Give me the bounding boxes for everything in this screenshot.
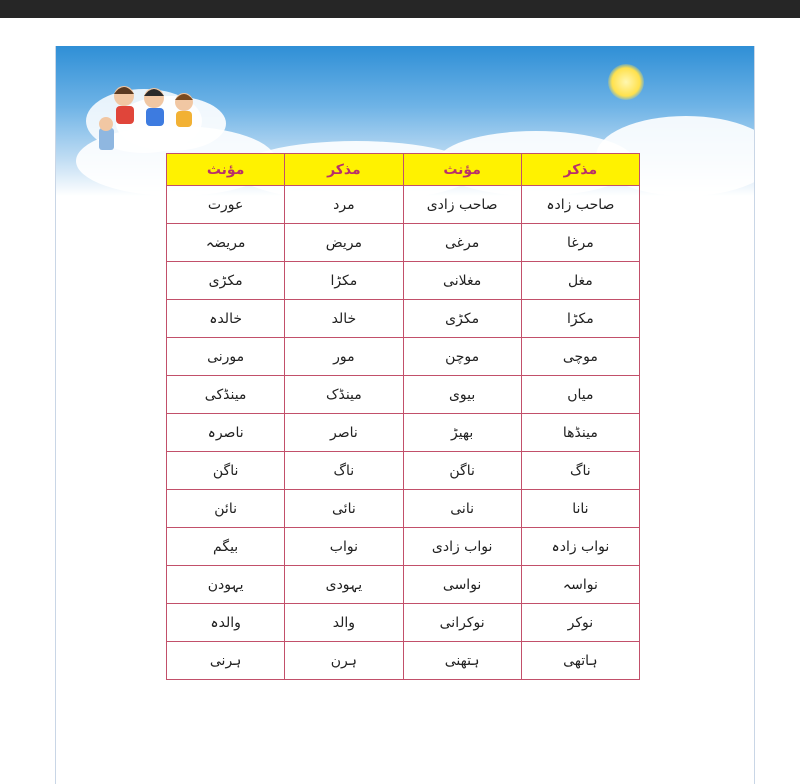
table-row <box>167 604 640 642</box>
table-cell: مرغی <box>403 224 521 262</box>
table-cell: مینڈھا <box>521 414 639 452</box>
table-cell: ناگ <box>285 452 403 490</box>
table-cell: نائن <box>167 490 285 528</box>
table-cell: ناگن <box>403 452 521 490</box>
table-cell: مینڈک <box>285 376 403 414</box>
table-cell: مور <box>285 338 403 376</box>
table-cell: نائی <box>285 490 403 528</box>
header-masculine: مذکر <box>285 154 403 186</box>
table-cell: نواب زادہ <box>521 528 639 566</box>
table-cell: نواب زادی <box>403 528 521 566</box>
top-bar <box>0 0 800 18</box>
sun-icon <box>608 64 644 100</box>
table-cell: بیوی <box>403 376 521 414</box>
table-row <box>167 376 640 414</box>
table-cell: نواسہ <box>521 566 639 604</box>
table-cell: نانی <box>403 490 521 528</box>
table-cell: مکڑی <box>403 300 521 338</box>
table-cell: صاحب زادی <box>403 186 521 224</box>
table-cell: موچن <box>403 338 521 376</box>
children-illustration <box>84 66 214 161</box>
table-cell: صاحب زادہ <box>521 186 639 224</box>
table-cell: مکڑا <box>285 262 403 300</box>
table-row <box>167 338 640 376</box>
table-cell: والدہ <box>167 604 285 642</box>
table-cell: نانا <box>521 490 639 528</box>
table-cell: ناگن <box>167 452 285 490</box>
table-row <box>167 262 640 300</box>
table-cell: مرغا <box>521 224 639 262</box>
table-cell: ہتھنی <box>403 642 521 680</box>
table-cell: نواب <box>285 528 403 566</box>
table-cell: ناصر <box>285 414 403 452</box>
table-row <box>167 414 640 452</box>
table-cell: ہرن <box>285 642 403 680</box>
table-cell: مغل <box>521 262 639 300</box>
table-cell: خالد <box>285 300 403 338</box>
table-cell: مینڈکی <box>167 376 285 414</box>
gender-words-table <box>166 153 640 680</box>
header-feminine: مؤنث <box>167 154 285 186</box>
table-cell: مغلانی <box>403 262 521 300</box>
table-cell: موچی <box>521 338 639 376</box>
table-cell: میاں <box>521 376 639 414</box>
table-cell: مریض <box>285 224 403 262</box>
table-cell: خالدہ <box>167 300 285 338</box>
table-row <box>167 224 640 262</box>
table-cell: مکڑی <box>167 262 285 300</box>
table-cell: مریضہ <box>167 224 285 262</box>
table-cell: ناگ <box>521 452 639 490</box>
table-row <box>167 528 640 566</box>
table-row <box>167 490 640 528</box>
table-cell: ناصرہ <box>167 414 285 452</box>
table-cell: مورنی <box>167 338 285 376</box>
table-cell: عورت <box>167 186 285 224</box>
table-row <box>167 186 640 224</box>
table-header-row <box>167 154 640 186</box>
table-row <box>167 452 640 490</box>
table-row <box>167 642 640 680</box>
gender-words-table-wrap <box>166 153 640 680</box>
table-row <box>167 566 640 604</box>
table-cell: یہودی <box>285 566 403 604</box>
table-cell: مکڑا <box>521 300 639 338</box>
table-cell: نوکرانی <box>403 604 521 642</box>
table-cell: نواسی <box>403 566 521 604</box>
worksheet-page <box>55 46 755 784</box>
table-cell: نوکر <box>521 604 639 642</box>
table-cell: یہودن <box>167 566 285 604</box>
table-cell: والد <box>285 604 403 642</box>
table-cell: بیگم <box>167 528 285 566</box>
table-cell: مرد <box>285 186 403 224</box>
table-row <box>167 300 640 338</box>
table-cell: ہاتھی <box>521 642 639 680</box>
header-masculine: مذکر <box>521 154 639 186</box>
table-cell: ہرنی <box>167 642 285 680</box>
table-cell: بھیڑ <box>403 414 521 452</box>
header-feminine: مؤنث <box>403 154 521 186</box>
